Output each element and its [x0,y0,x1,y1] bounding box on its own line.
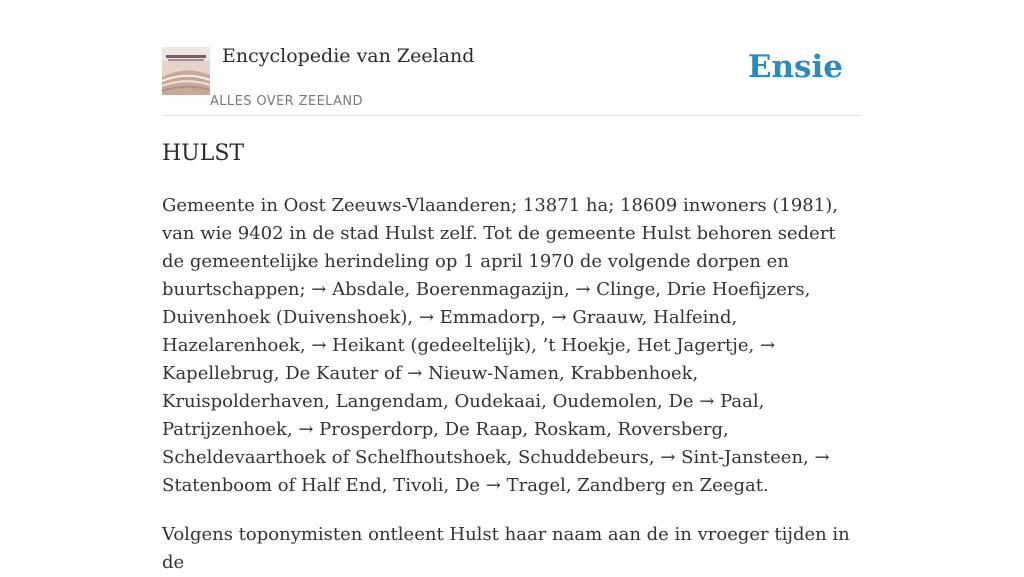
site-subtitle: ALLES OVER ZEELAND [210,94,363,109]
book-image-icon [162,47,210,95]
article [162,140,862,577]
article-paragraph: Gemeente in Oost Zeeuws-Vlaanderen; 13871 ha; 18609 inwoners (1981), van wie 9402 in de stad Hulst zelf. Tot de gemeente Hulst behoren sedert de gemeentelijke herindeling op 1 april 1970 de volgende dorpen en buurtschappen; → Absdale, Boerenmagazijn, → Clinge, Drie Hoefijzers, Duivenhoek (Duivenshoek), → Emmadorp, → Graauw, Halfeind, Hazelarenhoek, → Heikant (gedeeltelijk), ’t Hoekje, Het Jagertje, → Kapellebrug, De Kauter of → Nieuw-Namen, Krabbenhoek, Kruispolderhaven, Langendam, Oudekaai, Oudemolen, De → Paal, Patrijzenhoek, → Prosperdorp, De Raap, Roskam, Roversberg, Scheldevaarthoek of Schelfhoutshoek, Schuddebeurs, → Sint-Jansteen, → Statenboom of Half End, Tivoli, De → Tragel, Zandberg en Zeegat. [162,195,838,496]
site-header [162,0,862,116]
article-title: HULST [162,141,245,166]
ensie-brand-logo[interactable]: Ensie [747,49,843,85]
site-title-link[interactable]: Encyclopedie van Zeeland [222,45,475,67]
article-paragraph: Volgens toponymisten ontleent Hulst haar naam aan de in vroeger tijden in de [162,524,850,573]
site-logo-avatar[interactable] [162,47,210,95]
